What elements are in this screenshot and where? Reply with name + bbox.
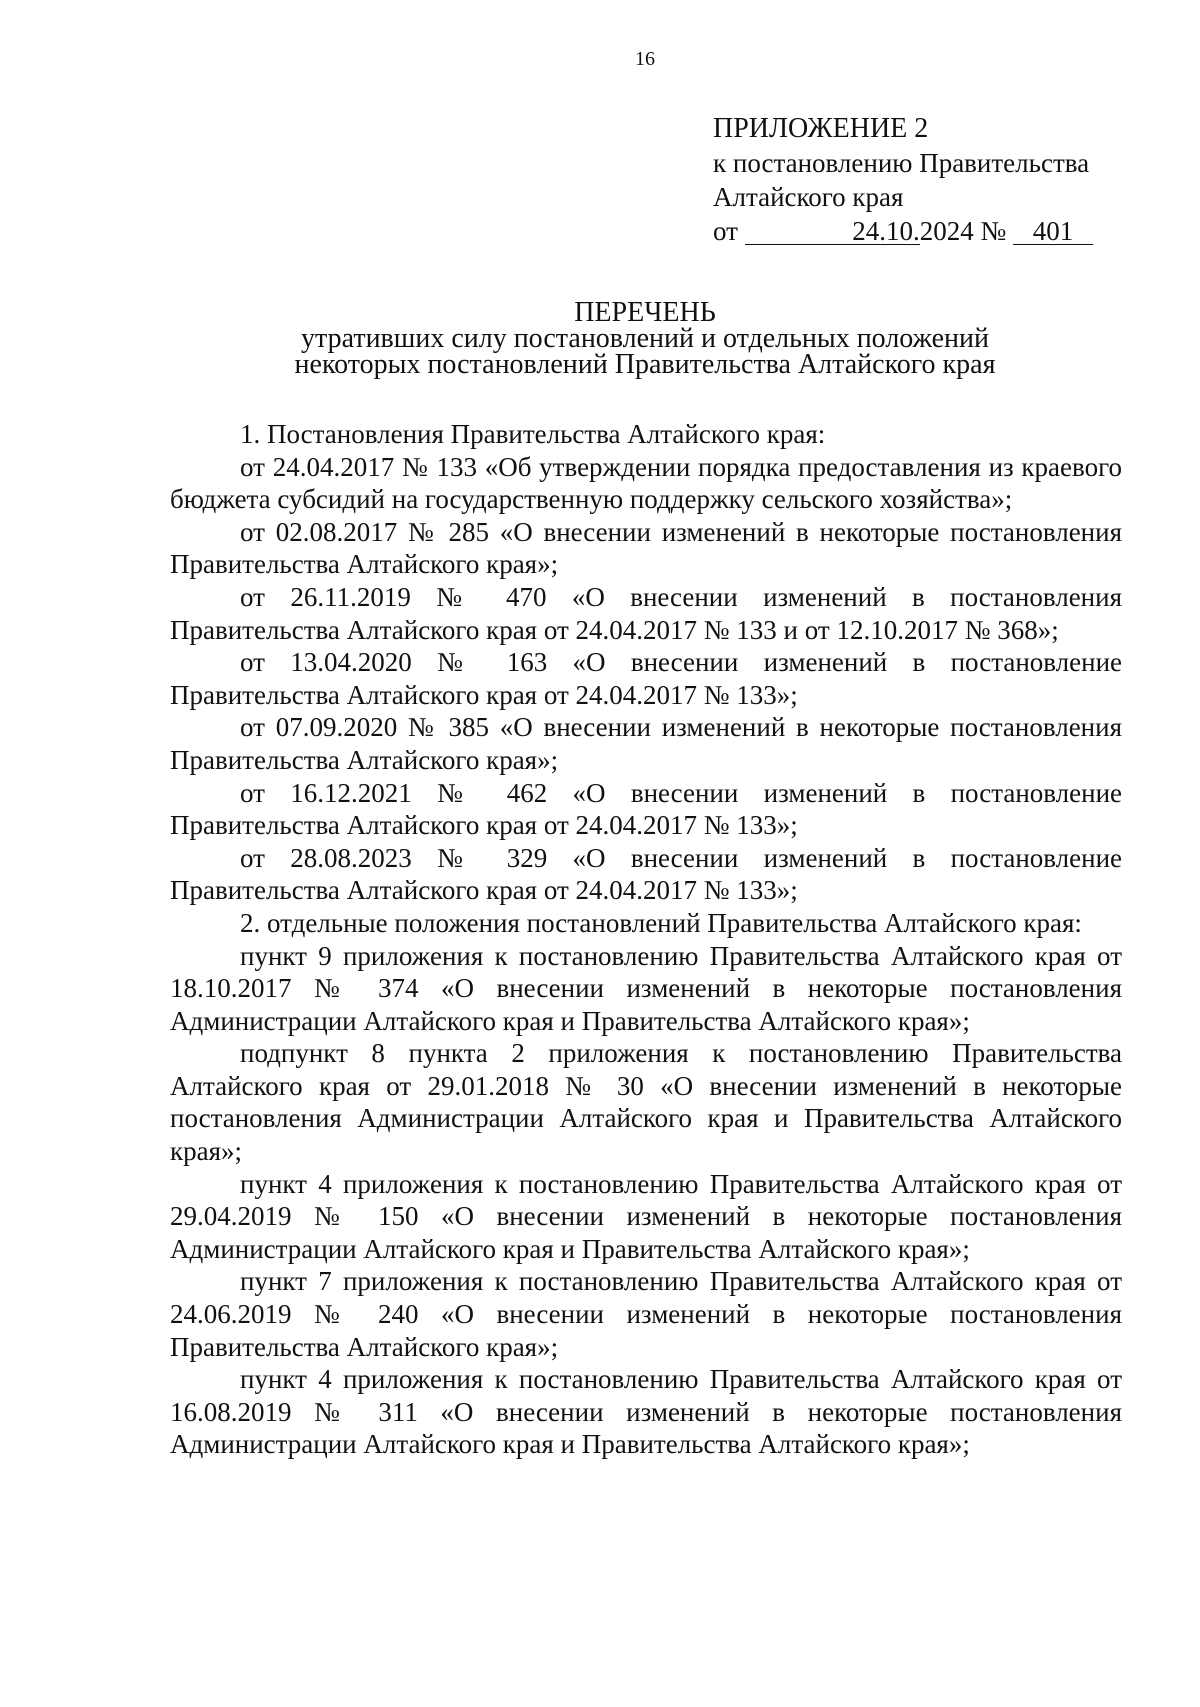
list-title-block <box>170 297 1120 380</box>
paragraph: 2. отдельные положения постановлений Правительства Алтайского края: <box>240 907 1082 938</box>
appendix-line-2: Алтайского края <box>713 182 904 212</box>
decree-date: 24.10. <box>745 218 920 245</box>
paragraph: от 28.08.2023 № 329 «О внесении изменений в постановление Правительства Алтайского края от 24.04.2017 № 133»; <box>170 842 1122 906</box>
list-subtitle-2: некоторых постановлений Правительства Алтайского края <box>294 349 996 380</box>
appendix-heading: ПРИЛОЖЕНИЕ 2 <box>713 113 929 144</box>
paragraph: 1. Постановления Правительства Алтайского края: <box>240 419 826 449</box>
page-number: 16 <box>635 48 655 70</box>
paragraph: от 24.04.2017 № 133 «Об утверждении порядка предоставления из краевого бюджета субсидий на государственную поддержку сельского хозяйства»; <box>170 451 1122 515</box>
paragraph: от 26.11.2019 № 470 «О внесении изменений в постановления Правительства Алтайского края от 24.04.2017 № 133 и от 12.10.2017 № 368»; <box>170 581 1122 645</box>
appendix-line-1: к постановлению Правительства <box>713 148 1090 178</box>
paragraph: пункт 4 приложения к постановлению Правительства Алтайского края от 29.04.2019 № 150 «О внесении изменений в некоторые постановления Администрации Алтайского края и Правительства Алтайского края»; <box>170 1168 1122 1264</box>
paragraph: от 02.08.2017 № 285 «О внесении изменений в некоторые постановления Правительства Алтайского края»; <box>170 516 1122 580</box>
decree-number: 401 <box>1013 218 1093 245</box>
paragraph: пункт 4 приложения к постановлению Правительства Алтайского края от 16.08.2019 № 311 «О внесении изменений в некоторые постановления Администрации Алтайского края и Правительства Алтайского края»; <box>170 1364 1122 1460</box>
paragraph: пункт 9 приложения к постановлению Правительства Алтайского края от 18.10.2017 № 374 «О внесении изменений в некоторые постановления Администрации Алтайского края и Правительства Алтайского края»; <box>170 940 1122 1036</box>
decree-year: 2024 № <box>919 216 1007 246</box>
appendix-block <box>713 112 1133 248</box>
appendix-date-line <box>713 214 1133 248</box>
paragraph: от 07.09.2020 № 385 «О внесении изменений в некоторые постановления Правительства Алтайского края»; <box>170 712 1122 775</box>
paragraph: подпункт 8 пункта 2 приложения к постановлению Правительства Алтайского края от 29.01.2018 № 30 «О внесении изменений в некоторые постановления Администрации Алтайского края и Правительства Алтайского края»; <box>170 1038 1122 1167</box>
from-label: от <box>713 216 738 246</box>
paragraph: пункт 7 приложения к постановлению Правительства Алтайского края от 24.06.2019 № 240 «О внесении изменений в некоторые постановления Правительства Алтайского края»; <box>170 1266 1122 1362</box>
paragraph: от 13.04.2020 № 163 «О внесении изменений в постановление Правительства Алтайского края от 24.04.2017 № 133»; <box>170 647 1122 710</box>
document-body <box>170 418 1122 1461</box>
paragraph: от 16.12.2021 № 462 «О внесении изменений в постановление Правительства Алтайского края от 24.04.2017 № 133»; <box>170 777 1122 841</box>
list-title: ПЕРЕЧЕНЬ <box>574 297 716 328</box>
list-subtitle-1: утративших силу постановлений и отдельных положений <box>301 323 989 354</box>
